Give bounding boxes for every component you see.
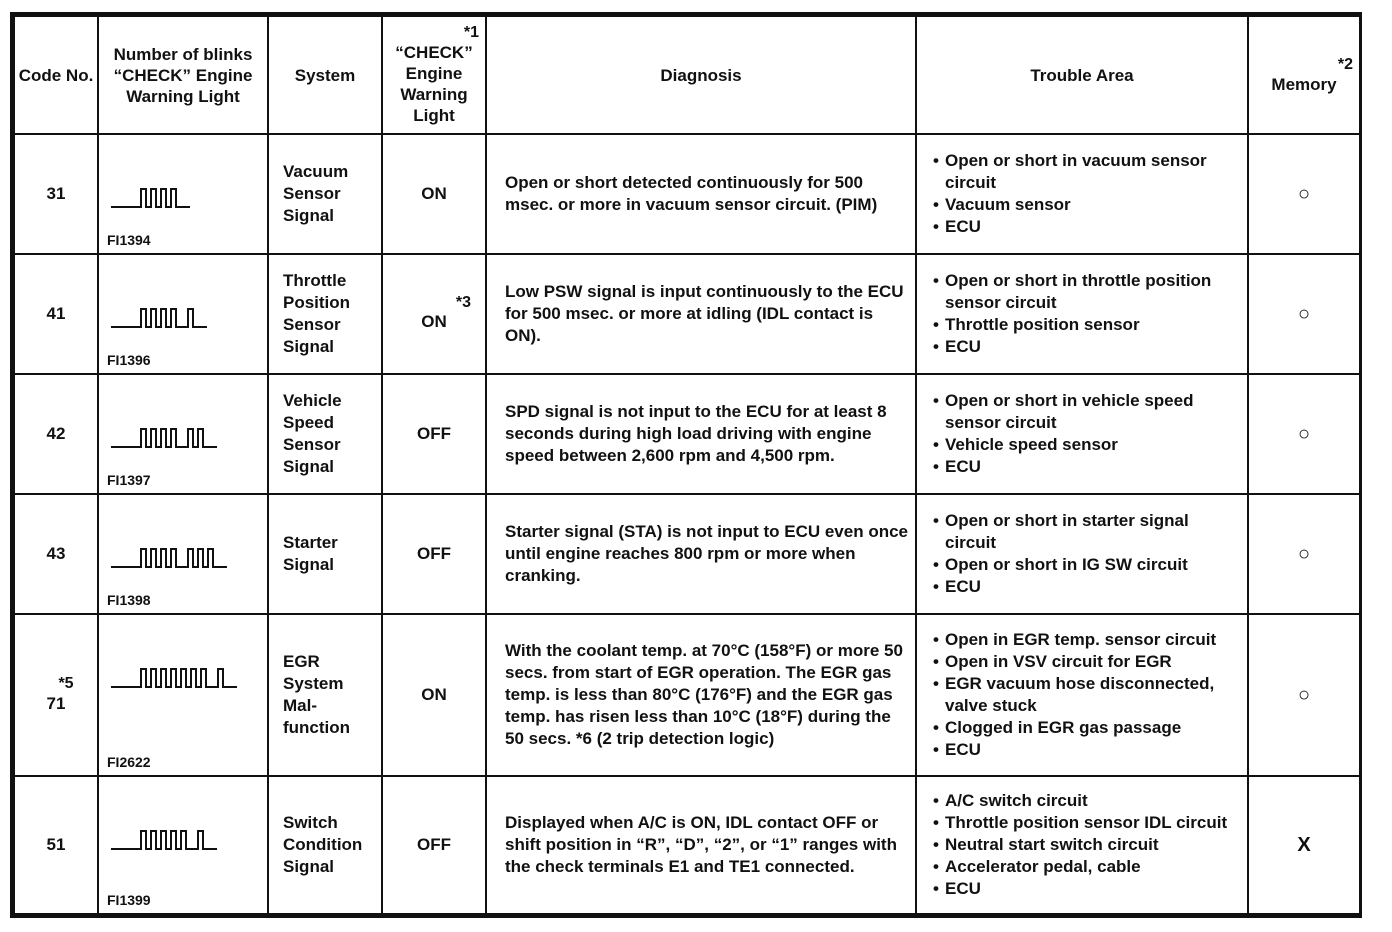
system-cell: Switch Condition Signal [268,776,382,914]
blink-pulse-path [111,309,207,327]
trouble-item: • ECU [933,576,1243,598]
header-system: System [268,16,382,134]
header-memory [1248,16,1360,134]
check-status: OFF [417,424,451,443]
code-cell [14,494,98,614]
diagnosis-cell: Starter signal (STA) is not input to ECU even once until engine reaches 800 rpm or more when cranking. [486,494,916,614]
blink-cell [98,614,268,776]
trouble-list [933,629,1243,761]
blink-pattern-waveform [111,425,261,449]
trouble-item: • Open in VSV circuit for EGR [933,651,1243,673]
figure-id: FI2622 [107,754,151,770]
trouble-item: • ECU [933,336,1243,358]
blink-cell [98,134,268,254]
table-row [14,494,1360,614]
blink-pattern-waveform [111,545,261,569]
blink-pulse-path [111,429,217,447]
table-row [14,374,1360,494]
blink-pulse-path [111,549,227,567]
diagnosis-cell: Displayed when A/C is ON, IDL contact OFF or shift position in “R”, “D”, “2”, or “1” ranges with the check terminals E1 and TE1 connected. [486,776,916,914]
diagnostic-code-table [10,12,1362,918]
blink-pattern-waveform [111,185,261,209]
diagnosis-cell: Open or short detected continuously for 500 msec. or more in vacuum sensor circuit. (PIM) [486,134,916,254]
trouble-item: • Throttle position sensor IDL circuit [933,812,1243,834]
trouble-item: • Throttle position sensor [933,314,1243,336]
memory-cell: ○ [1248,254,1360,374]
trouble-item: • Accelerator pedal, cable [933,856,1243,878]
check-status: OFF [417,544,451,563]
system-cell: Vehicle Speed Sensor Signal [268,374,382,494]
header-memory-note: *2 [1337,55,1353,73]
memory-cell: ○ [1248,494,1360,614]
trouble-item: • Open or short in vacuum sensor circuit [933,150,1243,194]
trouble-item: • A/C switch circuit [933,790,1243,812]
trouble-item: • Open or short in throttle position sensor circuit [933,270,1243,314]
header-check [382,16,486,134]
figure-id: FI1396 [107,352,151,368]
header-check-note: *1 [463,24,479,41]
header-blinks: Number of blinks “CHECK” Engine Warning Light [98,16,268,134]
code-number: 41 [46,304,66,323]
figure-id: FI1397 [107,472,151,488]
table-row [14,776,1360,914]
system-cell: Vacuum Sensor Signal [268,134,382,254]
check-cell [382,134,486,254]
blink-cell [98,374,268,494]
trouble-cell [916,254,1248,374]
memory-cell: X [1248,776,1360,914]
check-status: ON [421,312,447,331]
trouble-item: • Open in EGR temp. sensor circuit [933,629,1243,651]
trouble-item: • Clogged in EGR gas passage [933,717,1243,739]
table-row [14,614,1360,776]
blink-pattern-waveform [111,827,261,851]
trouble-item: • Vehicle speed sensor [933,434,1243,456]
header-trouble: Trouble Area [916,16,1248,134]
header-code: Code No. [14,16,98,134]
system-cell: Throttle Position Sensor Signal [268,254,382,374]
diagnosis-cell: With the coolant temp. at 70°C (158°F) or more 50 secs. from start of EGR operation. The EGR gas temp. is less than 80°C (176°F) and the EGR gas temp. has risen less than 10°C (18°F) during the 50 secs. *6 (2 trip detection logic) [486,614,916,776]
memory-cell: ○ [1248,614,1360,776]
blink-pulse-path [111,189,190,207]
figure-id: FI1399 [107,892,151,908]
trouble-item: • Open or short in starter signal circuit [933,510,1243,554]
code-cell [14,374,98,494]
trouble-item: • Open or short in vehicle speed sensor circuit [933,390,1243,434]
code-number: 43 [46,544,66,563]
blink-pulse-path [111,669,237,687]
trouble-item: • Open or short in IG SW circuit [933,554,1243,576]
header-memory-label: Memory [1271,74,1337,94]
check-note: *3 [455,294,471,311]
trouble-item: • EGR vacuum hose disconnected, valve stuck [933,673,1243,717]
trouble-item: • Neutral start switch circuit [933,834,1243,856]
trouble-item: • ECU [933,739,1243,761]
trouble-cell [916,374,1248,494]
trouble-cell [916,614,1248,776]
figure-id: FI1398 [107,592,151,608]
memory-cell: ○ [1248,374,1360,494]
code-cell [14,776,98,914]
check-status: OFF [417,835,451,854]
code-note: *5 [58,675,74,692]
code-number: 42 [46,424,66,443]
header-diagnosis: Diagnosis [486,16,916,134]
trouble-cell [916,134,1248,254]
check-status: ON [421,184,447,203]
diagnosis-cell: SPD signal is not input to the ECU for at least 8 seconds during high load driving with engine speed between 2,600 rpm and 4,500 rpm. [486,374,916,494]
header-row [14,16,1360,134]
code-cell [14,614,98,776]
code-number: 51 [46,835,66,854]
check-cell [382,776,486,914]
code-number: 31 [46,184,66,203]
check-status: ON [421,685,447,704]
trouble-item: • Vacuum sensor [933,194,1243,216]
trouble-item: • ECU [933,216,1243,238]
trouble-item: • ECU [933,456,1243,478]
trouble-cell [916,494,1248,614]
memory-cell: ○ [1248,134,1360,254]
blink-pulse-path [111,831,217,849]
diagnosis-cell: Low PSW signal is input continuously to the ECU for 500 msec. or more at idling (IDL contact is ON). [486,254,916,374]
check-cell [382,254,486,374]
trouble-list [933,790,1243,900]
system-cell: EGR System Mal- function [268,614,382,776]
check-cell [382,494,486,614]
check-cell [382,614,486,776]
figure-id: FI1394 [107,232,151,248]
header-check-label: “CHECK” Engine Warning Light [395,43,473,125]
table-row [14,254,1360,374]
trouble-list [933,150,1243,238]
code-cell [14,254,98,374]
trouble-list [933,270,1243,358]
table-row [14,134,1360,254]
blink-cell [98,494,268,614]
check-cell [382,374,486,494]
blink-cell [98,776,268,914]
blink-cell [98,254,268,374]
blink-pattern-waveform [111,665,261,689]
code-number: 71 [46,694,66,713]
code-cell [14,134,98,254]
trouble-cell [916,776,1248,914]
trouble-list [933,390,1243,478]
system-cell: Starter Signal [268,494,382,614]
trouble-item: • ECU [933,878,1243,900]
trouble-list [933,510,1243,598]
code-table [13,15,1361,915]
blink-pattern-waveform [111,305,261,329]
